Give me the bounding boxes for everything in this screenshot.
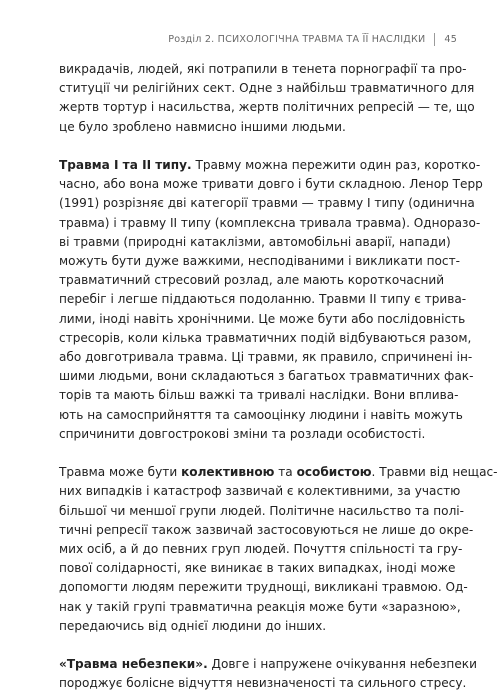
body-text — [59, 60, 498, 694]
text-line: травма) і травму ІІ типу (комплексна тривала травма). Одноразо- — [59, 215, 481, 230]
text-line: передаючись від однієї людини до інших. — [59, 618, 327, 633]
text-line: мих осіб, а й до певних груп людей. Почуття спільності та гру- — [59, 542, 463, 557]
text-line: більшої чи меншої групи людей. Політичне насильство та полі- — [59, 503, 465, 518]
text-line: жертв тортур і насильства, жертв політичних репресій — те, що — [59, 100, 475, 115]
text-line: часно, або вона може тривати довго і бути складною. Ленор Терр — [59, 177, 483, 192]
text-line: ституції чи релігійних сект. Одне з найбільш травматичного для — [59, 81, 475, 96]
text-line: спричинити довгострокові зміни та розлади особистості. — [59, 426, 426, 441]
section-lead-heading: «Травма небезпеки». — [59, 657, 208, 672]
text-line: тичні репресії також зазвичай застосовуються не лише до окре- — [59, 522, 474, 537]
text-line: стресорів, коли кілька травматичних подій відбуваються разом, — [59, 330, 472, 345]
emphasis-personal: особистою — [296, 465, 372, 480]
text-line: перебіг і легше піддаються подоланню. Травми ІІ типу є трива- — [59, 292, 467, 307]
text-line: торів та мають більш важкі та тривалі наслідки. Вони вплива- — [59, 388, 459, 403]
text-line — [59, 655, 477, 674]
text-line: допомогти людям пережити труднощі, викликані травмою. Од- — [59, 580, 468, 595]
paragraph-1 — [59, 60, 475, 137]
text-line: це було зроблено навмисно іншими людьми. — [59, 119, 346, 134]
text-line: викрадачів, людей, які потрапили в тенета порнографії та про- — [59, 62, 467, 76]
text-line: породжує болісне відчуття невизначеності та сильного стресу. — [59, 676, 467, 691]
text-run: Травма може бути — [59, 465, 182, 480]
text-line: можуть бути дуже важкими, несподіваними і викликати пост- — [59, 254, 460, 269]
text-line — [59, 156, 481, 175]
text-line: них випадків і катастроф зазвичай є колективними, за участю — [59, 484, 461, 499]
text-run: та — [274, 465, 297, 480]
text-line: пової солідарності, яке виникає в таких випадках, іноді може — [59, 561, 456, 576]
section-lead-heading: Травма І та ІІ типу. — [59, 158, 192, 172]
running-title: Розділ 2. ПСИХОЛОГІЧНА ТРАВМА ТА ЇЇ НАСЛІДКИ — [168, 34, 426, 45]
paragraph-4 — [59, 655, 477, 693]
paragraph-2 — [59, 156, 483, 444]
header-divider — [434, 33, 435, 46]
text-run: . Травми від нещас- — [371, 465, 498, 480]
text-line: (1991) розрізняє дві категорії травми — травму І типу (одинична — [59, 196, 475, 211]
text-line: шими людьми, вони складаються з багатьох травматичних фак- — [59, 369, 474, 384]
paragraph-3 — [59, 463, 498, 636]
page-number: 45 — [444, 34, 457, 45]
text-run: Довге і напружене очікування небезпеки — [207, 657, 477, 672]
text-line — [59, 463, 498, 482]
emphasis-collective: колективною — [181, 465, 275, 480]
text-line: або довготривала травма. Ці травми, як правило, спричинені ін- — [59, 350, 473, 365]
text-line: лими, іноді навіть хронічними. Це може бути або послідовність — [59, 311, 466, 326]
text-line: травматичний стресовий розлад, але мають короткочасний — [59, 273, 445, 288]
text-run: Травму можна пережити один раз, коротко- — [191, 158, 481, 172]
text-line: нак у такій групі травматична реакція може бути «заразною», — [59, 599, 461, 614]
text-line: ві травми (природні катаклізми, автомобільні аварії, напади) — [59, 234, 451, 249]
running-head — [168, 33, 457, 46]
text-line: ють на самосприйняття та самооцінку людини і навіть можуть — [59, 407, 463, 422]
